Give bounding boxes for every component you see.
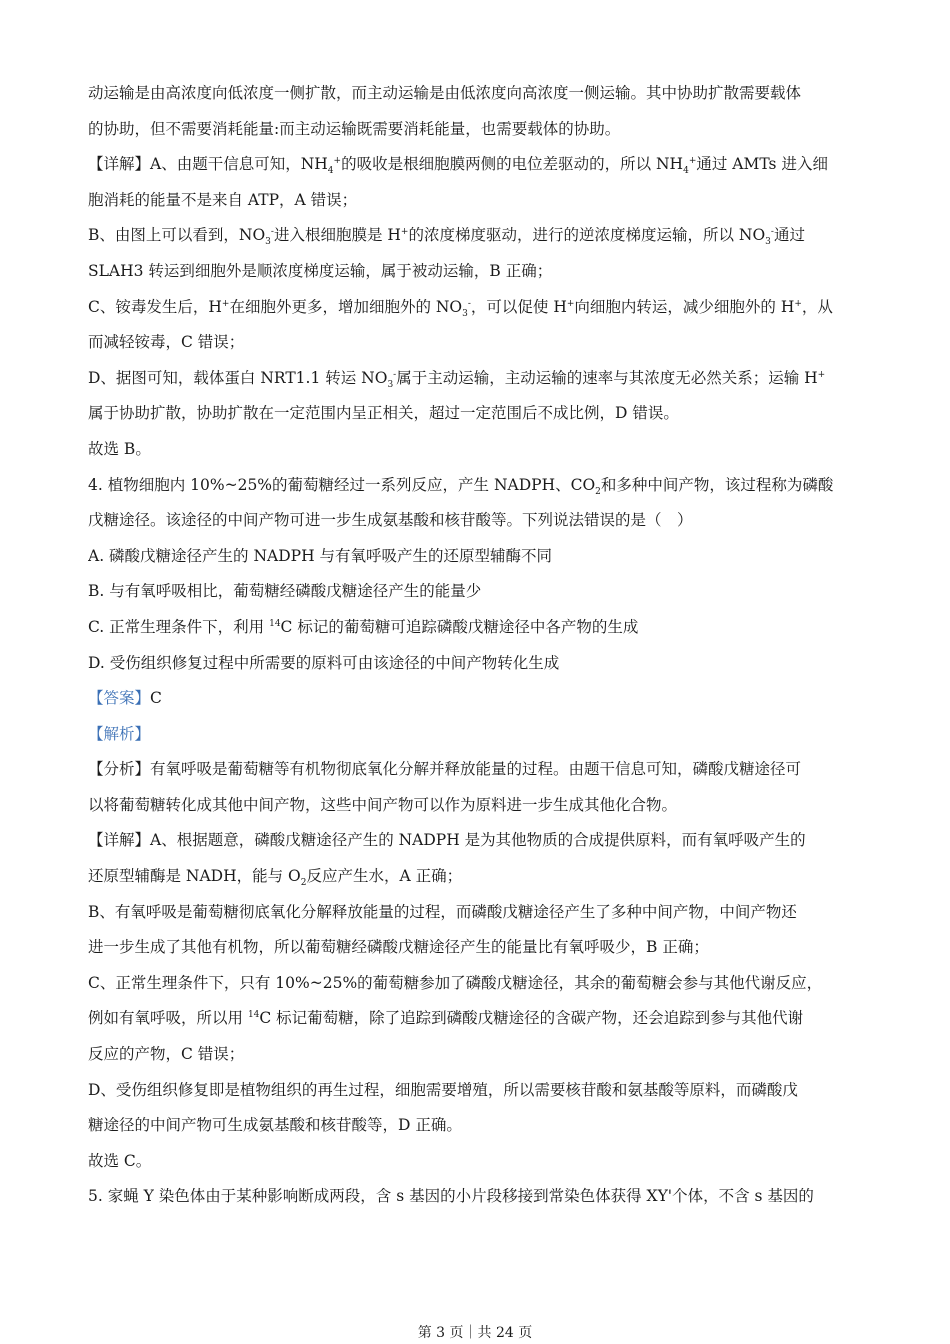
question-stem: 戊糖途径。该途径的中间产物可进一步生成氨基酸和核苷酸等。下列说法错误的是（ ）	[88, 511, 693, 530]
text-line: 反应的产物，C 错误；	[88, 1045, 245, 1064]
text-line: 而减轻铵毒，C 错误；	[88, 333, 245, 352]
page-footer: 第 3 页｜共 24 页	[417, 1325, 533, 1341]
text-line: 故选 B。	[88, 439, 151, 458]
text-line: 以将葡萄糖转化成其他中间产物，这些中间产物可以作为原料进一步生成其他化合物。	[88, 795, 678, 814]
text-line: C、正常生理条件下，只有 10%~25%的葡萄糖参加了磷酸戊糖途径，其余的葡萄糖会参与其他代谢反应，	[88, 973, 823, 992]
question-stem: 4. 植物细胞内 10%~25%的葡萄糖经过一系列反应，产生 NADPH、$CO_2$和多种中间产物，该过程称为磷酸	[88, 475, 834, 497]
text-line: 的协助，但不需要消耗能量:而主动运输既需要消耗能量，也需要载体的协助。	[88, 119, 621, 138]
option-b: B. 与有氧呼吸相比，葡萄糖经磷酸戊糖途径产生的能量少	[88, 582, 482, 601]
text-line: B、由图上可以看到，$NO_3^-$进入根细胞膜是 H+的浓度梯度驱动，进行的逆浓度梯度运输，所以 $NO_3^-$通过	[88, 226, 805, 248]
document-body	[88, 76, 870, 1215]
option-a: A. 磷酸戊糖途径产生的 NADPH 与有氧呼吸产生的还原型辅酶不同	[88, 546, 553, 565]
analysis-heading	[88, 717, 870, 753]
text-line: 【详解】A、由题干信息可知，$NH_4^+$的吸收是根细胞膜两侧的电位差驱动的，所以 $NH_4^+$通过 AMTs 进入细	[88, 155, 828, 177]
text-line: SLAH3 转运到细胞外是顺浓度梯度运输，属于被动运输，B 正确；	[88, 261, 553, 280]
question-stem: 5. 家蝇 Y 染色体由于某种影响断成两段，含 s 基因的小片段移接到常染色体获得 XY'个体，不含 s 基因的	[88, 1187, 814, 1206]
answer-value: C	[150, 689, 162, 708]
option-d: D. 受伤组织修复过程中所需要的原料可由该途径的中间产物转化生成	[88, 653, 560, 672]
text-line: 糖途径的中间产物可生成氨基酸和核苷酸等，D 正确。	[88, 1116, 462, 1135]
option-c: C. 正常生理条件下，利用 $^{14}$C 标记的葡萄糖可追踪磷酸戊糖途径中各产物的生成	[88, 617, 639, 636]
text-line: 例如有氧呼吸，所以用 $^{14}$C 标记葡萄糖，除了追踪到磷酸戊糖途径的含碳产物，还会追踪到参与其他代谢	[88, 1009, 804, 1028]
text-line: D、据图可知，载体蛋白 NRT1.1 转运 $NO_3^-$属于主动运输，主动运输的速率与其浓度无必然关系；运输 H+	[88, 368, 826, 390]
text-line: 故选 C。	[88, 1151, 152, 1170]
answer-label: 【答案】	[88, 689, 151, 708]
text-line: 【详解】A、根据题意，磷酸戊糖途径产生的 NADPH 是为其他物质的合成提供原料，而有氧呼吸产生的	[88, 831, 806, 850]
text-line: 还原型辅酶是 NADH，能与 $O_2$反应产生水，A 正确；	[88, 867, 463, 889]
analysis-label: 【解析】	[88, 724, 151, 743]
text-line: 进一步生成了其他有机物，所以葡萄糖经磷酸戊糖途径产生的能量比有氧呼吸少，B 正确；	[88, 938, 709, 957]
text-line: D、受伤组织修复即是植物组织的再生过程，细胞需要增殖，所以需要核苷酸和氨基酸等原料，而磷酸戊	[88, 1080, 798, 1099]
text-line: 属于协助扩散，协助扩散在一定范围内呈正相关，超过一定范围后不成比例，D 错误。	[88, 404, 679, 423]
text-line: B、有氧呼吸是葡萄糖彻底氧化分解释放能量的过程，而磷酸戊糖途径产生了多种中间产物，中间产物还	[88, 902, 797, 921]
text-line: 胞消耗的能量不是来自 ATP，A 错误；	[88, 190, 358, 209]
text-line: 【分析】有氧呼吸是葡萄糖等有机物彻底氧化分解并释放能量的过程。由题干信息可知，磷酸戊糖途径可	[88, 760, 802, 779]
text-line: C、铵毒发生后，H+在细胞外更多，增加细胞外的 $NO_3^-$，可以促使 H+向细胞内转运，减少细胞外的 H+，从	[88, 297, 833, 319]
text-line: 动运输是由高浓度向低浓度一侧扩散，而主动运输是由低浓度向高浓度一侧运输。其中协助扩散需要载体	[88, 84, 802, 102]
answer-line	[88, 681, 870, 717]
